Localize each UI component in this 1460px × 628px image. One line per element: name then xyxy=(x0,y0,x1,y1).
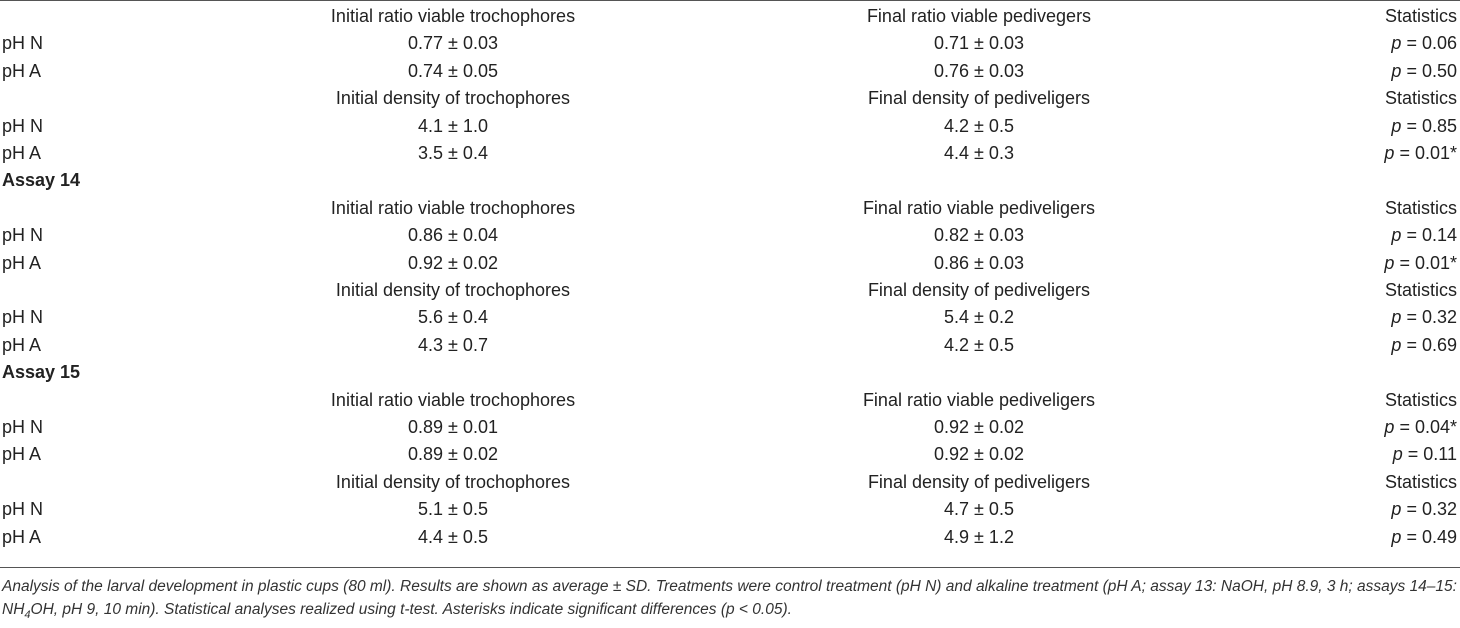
p-number: = 0.06 xyxy=(1406,33,1457,54)
table-row xyxy=(0,414,1460,441)
initial-value: 0.77 ± 0.03 xyxy=(408,33,498,54)
p-symbol: p xyxy=(1384,252,1395,273)
table-row xyxy=(0,441,1460,468)
initial-value: 0.89 ± 0.02 xyxy=(408,444,498,465)
p-number: = 0.01* xyxy=(1399,143,1457,163)
row-treatment-label: pH N xyxy=(2,417,44,437)
p-symbol: p xyxy=(1384,143,1395,163)
header-statistics: Statistics xyxy=(1384,197,1457,218)
final-value: 0.76 ± 0.03 xyxy=(934,60,1024,81)
initial-value: 4.4 ± 0.5 xyxy=(418,526,488,547)
initial-value: 4.1 ± 1.0 xyxy=(418,115,488,136)
row-treatment-label: pH A xyxy=(2,334,42,355)
p-value xyxy=(1393,441,1457,468)
p-symbol: p xyxy=(1391,307,1402,328)
caption-subscript: 4 xyxy=(24,609,31,622)
row-treatment-label: pH N xyxy=(2,33,44,54)
initial-value: 0.89 ± 0.01 xyxy=(408,417,498,437)
p-number: = 0.01* xyxy=(1399,252,1457,273)
table-row xyxy=(0,58,1460,85)
table-row xyxy=(0,496,1460,523)
p-symbol: p xyxy=(1391,526,1402,547)
table-row xyxy=(0,140,1460,167)
p-number: = 0.04* xyxy=(1399,417,1457,437)
table-row xyxy=(0,30,1460,57)
assay-heading: Assay 14 xyxy=(2,170,81,191)
header-initial: Initial density of trochophores xyxy=(335,88,571,109)
final-value: 0.82 ± 0.03 xyxy=(934,225,1024,246)
caption-text: Analysis of the larval development in plastic cups (80 ml). Results are shown as average ± SD. Treatments were control treatment (pH N) and alkaline treatment (pH A; assay 13: NaOH, pH 8.9, 3 h; assays 14–15: NH xyxy=(2,578,1457,618)
p-symbol: p xyxy=(1391,115,1402,136)
p-value xyxy=(1391,30,1457,57)
p-value xyxy=(1391,332,1457,359)
final-value: 0.71 ± 0.03 xyxy=(934,33,1024,54)
header-initial: Initial density of trochophores xyxy=(335,280,571,300)
p-value xyxy=(1391,524,1457,551)
assay-heading-row xyxy=(0,359,1460,386)
initial-value: 5.6 ± 0.4 xyxy=(418,307,488,328)
initial-value: 0.86 ± 0.04 xyxy=(408,225,498,246)
p-value xyxy=(1391,113,1457,140)
header-initial: Initial density of trochophores xyxy=(335,471,571,492)
p-value xyxy=(1384,414,1457,441)
p-number: = 0.14 xyxy=(1406,225,1457,246)
p-number: = 0.32 xyxy=(1406,499,1457,520)
p-symbol: p xyxy=(1392,444,1403,465)
column-header-row xyxy=(0,85,1460,112)
p-number: = 0.11 xyxy=(1407,444,1457,465)
assay-heading-row xyxy=(0,167,1460,194)
caption-text-end: OH, pH 9, 10 min). Statistical analyses realized using t-test. Asterisks indicate significant differences (p < 0.05). xyxy=(30,601,792,618)
p-value xyxy=(1391,222,1457,249)
column-header-row xyxy=(0,387,1460,414)
row-treatment-label: pH N xyxy=(2,115,44,136)
p-value xyxy=(1391,496,1457,523)
header-statistics: Statistics xyxy=(1384,280,1457,300)
initial-value: 3.5 ± 0.4 xyxy=(418,143,488,163)
p-number: = 0.32 xyxy=(1406,307,1457,328)
assay-heading: Assay 15 xyxy=(2,362,81,383)
row-treatment-label: pH A xyxy=(2,444,42,465)
table-row xyxy=(0,332,1460,359)
row-treatment-label: pH A xyxy=(2,252,42,273)
p-value xyxy=(1384,250,1457,277)
initial-value: 4.3 ± 0.7 xyxy=(418,334,488,355)
header-initial: Initial ratio viable trochophores xyxy=(330,6,576,26)
header-initial: Initial ratio viable trochophores xyxy=(330,389,576,410)
p-symbol: p xyxy=(1391,225,1402,246)
p-number: = 0.85 xyxy=(1406,115,1457,136)
table-row xyxy=(0,222,1460,249)
p-symbol: p xyxy=(1391,334,1402,355)
final-value: 5.4 ± 0.2 xyxy=(944,307,1014,328)
column-header-row xyxy=(0,3,1460,30)
p-number: = 0.49 xyxy=(1406,526,1457,547)
p-number: = 0.69 xyxy=(1406,334,1457,355)
initial-value: 5.1 ± 0.5 xyxy=(418,499,488,520)
final-value: 4.4 ± 0.3 xyxy=(944,143,1014,163)
header-final: Final ratio viable pediveligers xyxy=(862,197,1096,218)
table-row xyxy=(0,524,1460,551)
header-statistics: Statistics xyxy=(1384,389,1457,410)
header-final: Final density of pediveligers xyxy=(867,280,1091,300)
table-row xyxy=(0,304,1460,331)
row-treatment-label: pH A xyxy=(2,526,42,547)
header-statistics: Statistics xyxy=(1384,6,1457,26)
p-symbol: p xyxy=(1391,60,1402,81)
final-value: 4.7 ± 0.5 xyxy=(944,499,1014,520)
header-final: Final ratio viable pediveligers xyxy=(862,389,1096,410)
header-statistics: Statistics xyxy=(1384,471,1457,492)
header-final: Final ratio viable pedivegers xyxy=(866,6,1092,26)
p-symbol: p xyxy=(1391,499,1402,520)
final-value: 4.9 ± 1.2 xyxy=(944,526,1014,547)
table-row xyxy=(0,113,1460,140)
row-treatment-label: pH A xyxy=(2,60,42,81)
final-value: 0.86 ± 0.03 xyxy=(934,252,1024,273)
final-value: 0.92 ± 0.02 xyxy=(934,417,1024,437)
row-treatment-label: pH N xyxy=(2,499,44,520)
column-header-row xyxy=(0,469,1460,496)
p-symbol: p xyxy=(1391,33,1402,54)
p-number: = 0.50 xyxy=(1406,60,1457,81)
p-symbol: p xyxy=(1384,417,1395,437)
initial-value: 0.74 ± 0.05 xyxy=(408,60,498,81)
header-initial: Initial ratio viable trochophores xyxy=(330,197,576,218)
table-row xyxy=(0,250,1460,277)
header-final: Final density of pediveligers xyxy=(867,88,1091,109)
initial-value: 0.92 ± 0.02 xyxy=(408,252,498,273)
final-value: 0.92 ± 0.02 xyxy=(934,444,1024,465)
p-value xyxy=(1384,140,1457,167)
table-top-rule xyxy=(0,0,1460,1)
table-bottom-rule xyxy=(0,567,1460,568)
p-value xyxy=(1391,304,1457,331)
row-treatment-label: pH N xyxy=(2,225,44,246)
column-header-row xyxy=(0,195,1460,222)
table-caption xyxy=(2,575,1458,621)
final-value: 4.2 ± 0.5 xyxy=(944,334,1014,355)
row-treatment-label: pH A xyxy=(2,143,42,163)
final-value: 4.2 ± 0.5 xyxy=(944,115,1014,136)
row-treatment-label: pH N xyxy=(2,307,44,328)
column-header-row xyxy=(0,277,1460,304)
header-final: Final density of pediveligers xyxy=(867,471,1091,492)
header-statistics: Statistics xyxy=(1384,88,1457,109)
p-value xyxy=(1391,58,1457,85)
